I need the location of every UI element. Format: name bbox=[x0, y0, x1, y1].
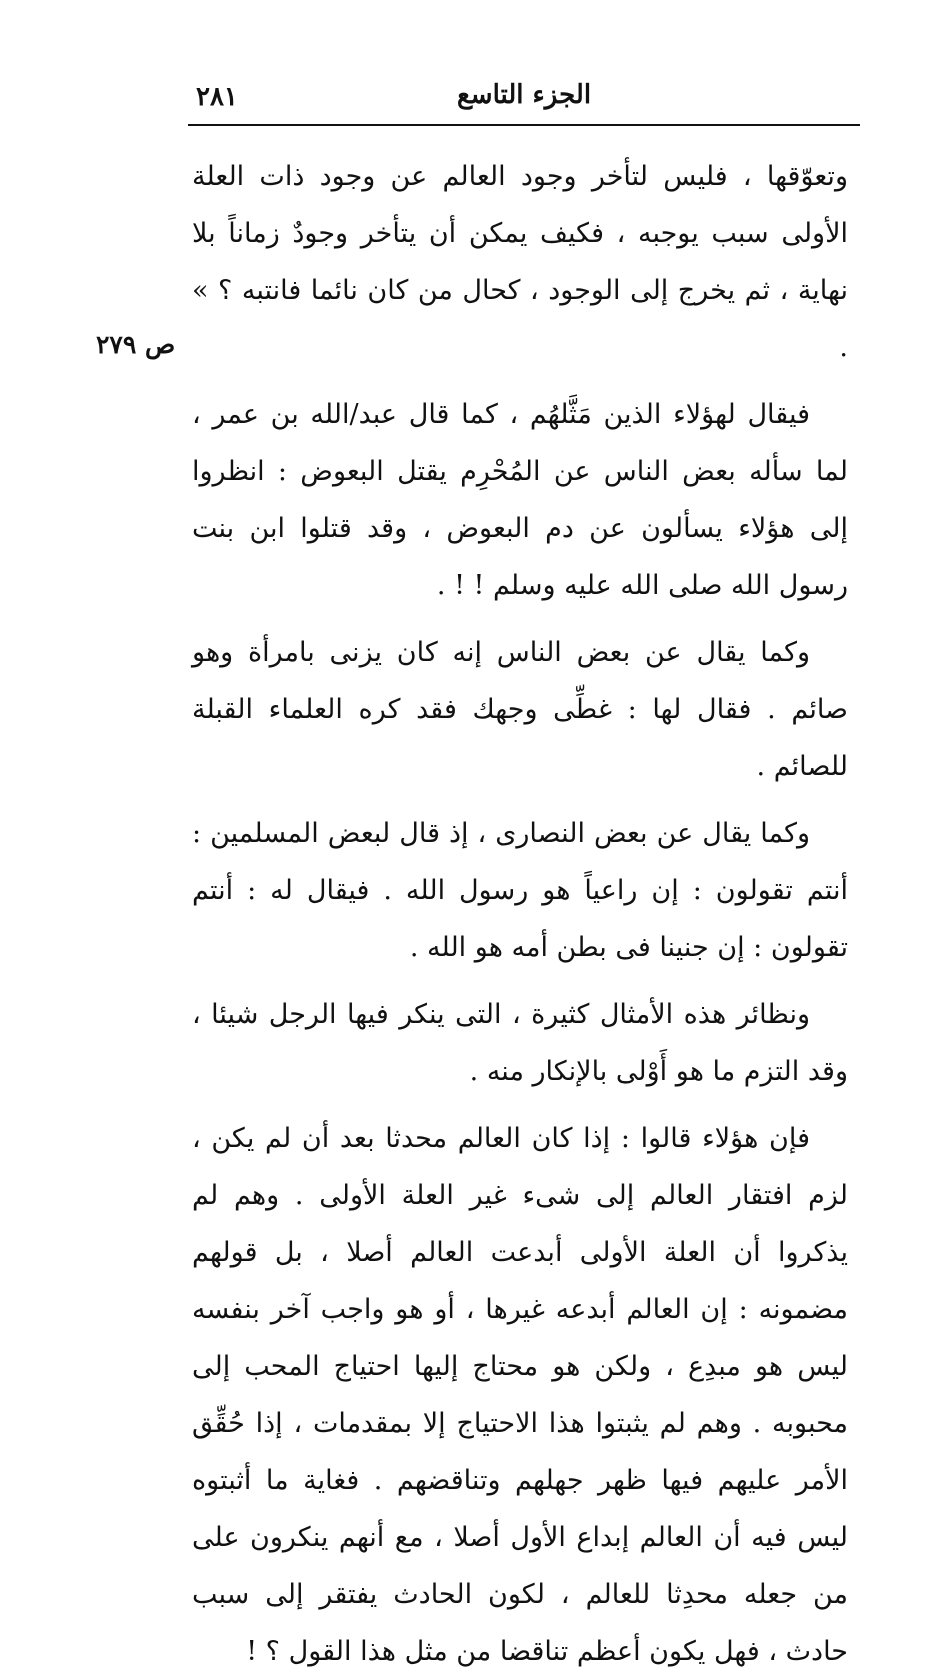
header-rule bbox=[188, 124, 860, 126]
page-number: ٢٨١ bbox=[196, 82, 238, 112]
paragraph: وكما يقال عن بعض الناس إنه كان يزنى بامرأة وهو صائم . فقال لها : غطِّى وجهك فقد كره العلماء القبلة للصائم . bbox=[192, 637, 848, 782]
paragraph: فإن هؤلاء قالوا : إذا كان العالم محدثا بعد أن لم يكن ، لزم افتقار العالم إلى شىء غير العلة الأولى . وهم لم يذكروا أن العلة الأولى أبدعت العالم أصلا ، بل قولهم مضمونه : إن العالم أبدعه غيرها ، أو هو واجب آخر بنفسه ليس هو مبدِع ، ولكن هو محتاج إليها احتياج المحب إلى محبوبه . وهم لم يثبتوا هذا الاحتياج إلا بمقدمات ، إذا حُقِّق الأمر عليهم فيها ظهر جهلهم وتناقضهم . فغاية ما أثبتوه ليس فيه أن العالم إبداع الأول أصلا ، مع أنهم ينكرون على من جعله محدِثا للعالم ، لكون الحادث يفتقر إلى سبب حادث ، فهل يكون أعظم تناقضا من مثل هذا القول ؟ ! bbox=[192, 1123, 848, 1667]
paragraph: فيقال لهؤلاء الذين مَثَّلهُم ، كما قال عبد/الله بن عمر ، لما سأله بعض الناس عن المُحْرِم يقتل البعوض : انظروا إلى هؤلاء يسألون عن دم البعوض ، وقد قتلوا ابن بنت رسول الله صلى الله عليه وسلم ! ! . bbox=[192, 399, 848, 601]
paragraph: وتعوّقها ، فليس لتأخر وجود العالم عن وجود ذات العلة الأولى سبب يوجبه ، فكيف يمكن أن يتأخر وجودٌ زماناً بلا نهاية ، ثم يخرج إلى الوجود ، كحال من كان نائما فانتبه ؟ » . bbox=[192, 161, 848, 363]
paragraph: ونظائر هذه الأمثال كثيرة ، التى ينكر فيها الرجل شيئا ، وقد التزم ما هو أَوْلى بالإنكار منه . bbox=[192, 999, 848, 1087]
page-header bbox=[188, 80, 860, 120]
running-head: الجزء التاسع bbox=[456, 80, 592, 110]
margin-page-reference: ص ٢٧٩ bbox=[96, 330, 176, 359]
paragraph: وكما يقال عن بعض النصارى ، إذ قال لبعض المسلمين : أنتم تقولون : إن راعياً هو رسول الله . فيقال له : أنتم تقولون : إن جنينا فى بطن أمه هو الله . bbox=[192, 818, 848, 963]
body-text bbox=[192, 148, 848, 1680]
